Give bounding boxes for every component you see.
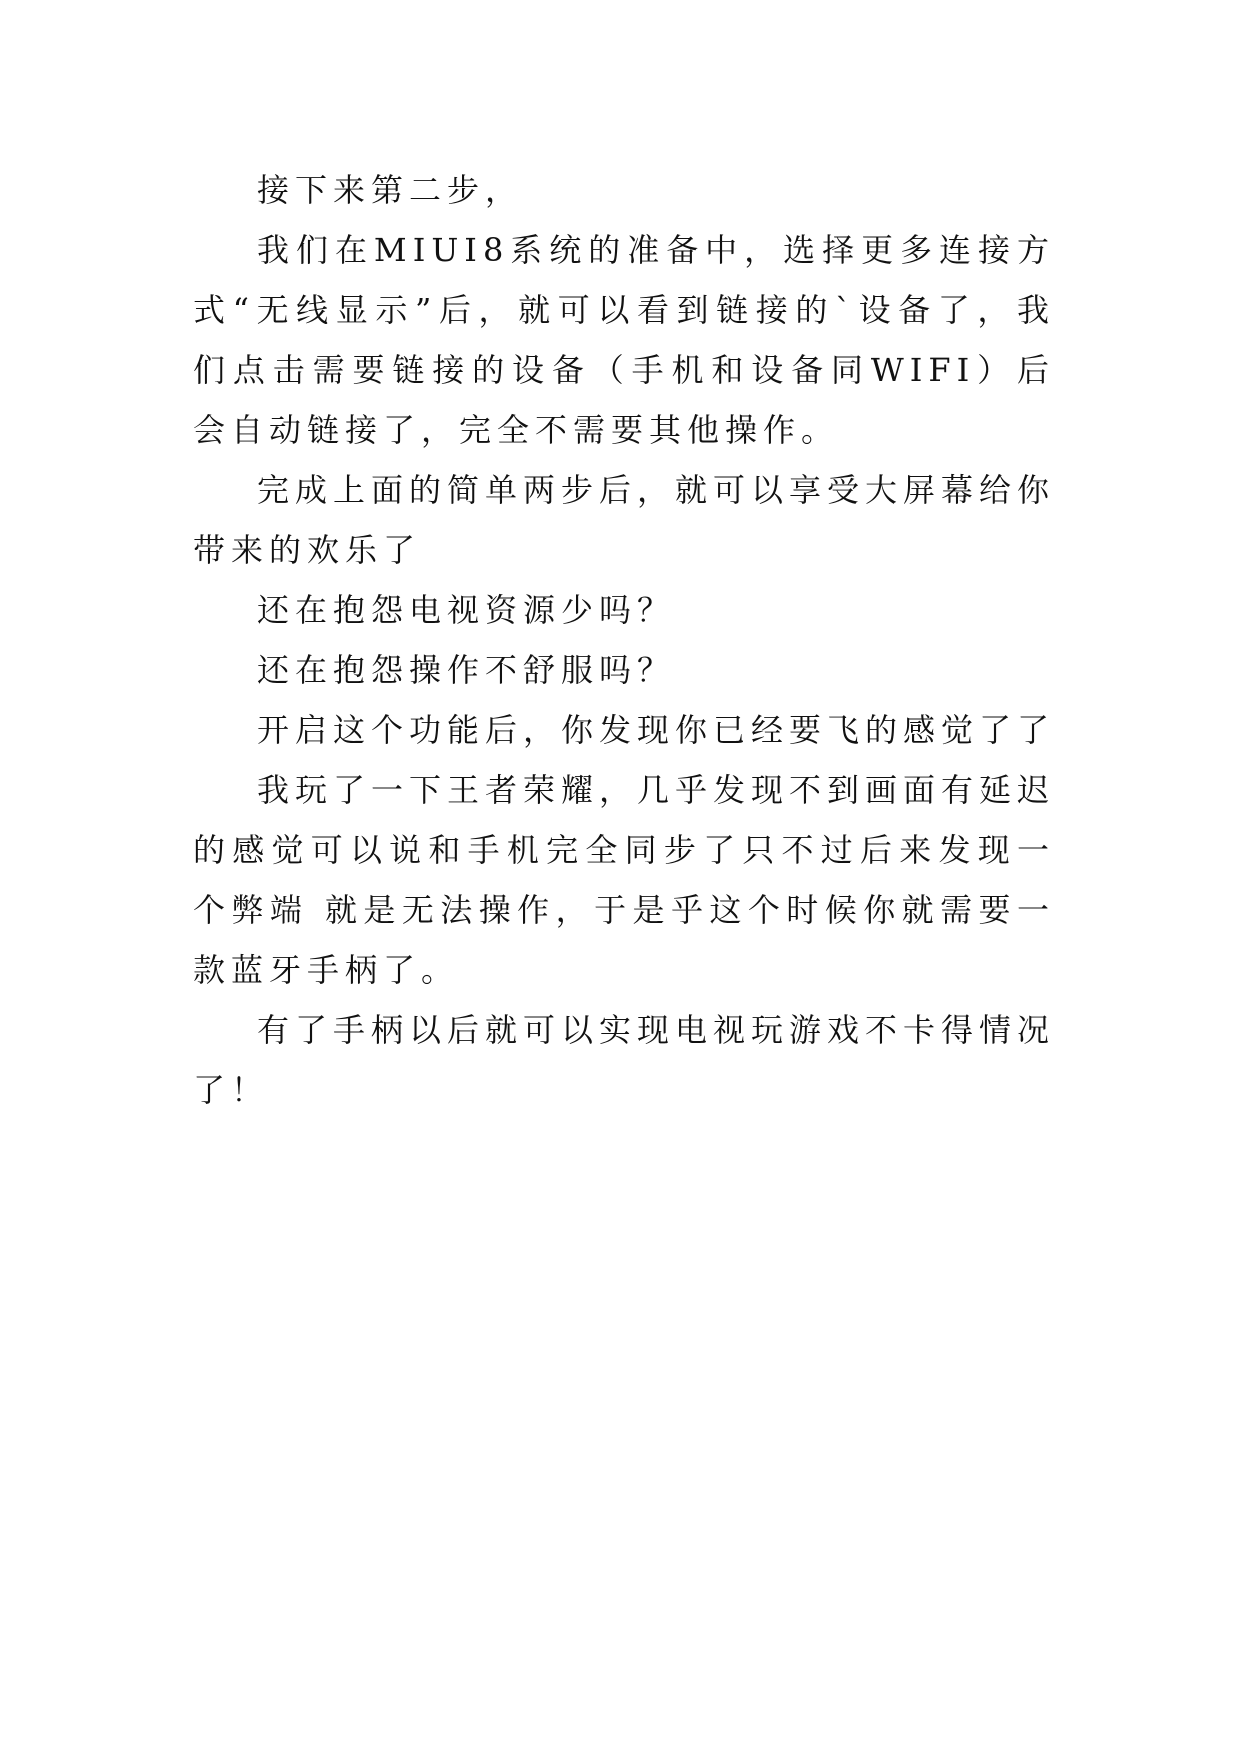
paragraph-game-experience: 我玩了一下王者荣耀，几乎发现不到画面有延迟的感觉可以说和手机完全同步了只不过后来发现一个弊端 就是无法操作，于是乎这个时候你就需要一款蓝牙手柄了。 — [193, 771, 1056, 989]
paragraph-operation-comfort: 还在抱怨操作不舒服吗？ — [257, 651, 676, 689]
paragraph-step-two: 接下来第二步， — [257, 171, 524, 209]
paragraph-flying-feeling: 开启这个功能后，你发现你已经要飞的感觉了了 — [257, 711, 1056, 749]
document-body — [193, 160, 1055, 1120]
paragraph-gamepad-conclusion: 有了手柄以后就可以实现电视玩游戏不卡得情况了！ — [193, 1011, 1056, 1109]
paragraph-tv-resources: 还在抱怨电视资源少吗？ — [257, 591, 676, 629]
paragraph-enjoy-big-screen: 完成上面的简单两步后，就可以享受大屏幕给你带来的欢乐了 — [193, 471, 1056, 569]
paragraph-wireless-display: 我们在MIUI8系统的准备中，选择更多连接方式“无线显示”后，就可以看到链接的`设备了，我们点击需要链接的设备（手机和设备同WIFI）后会自动链接了，完全不需要其他操作。 — [193, 231, 1055, 449]
